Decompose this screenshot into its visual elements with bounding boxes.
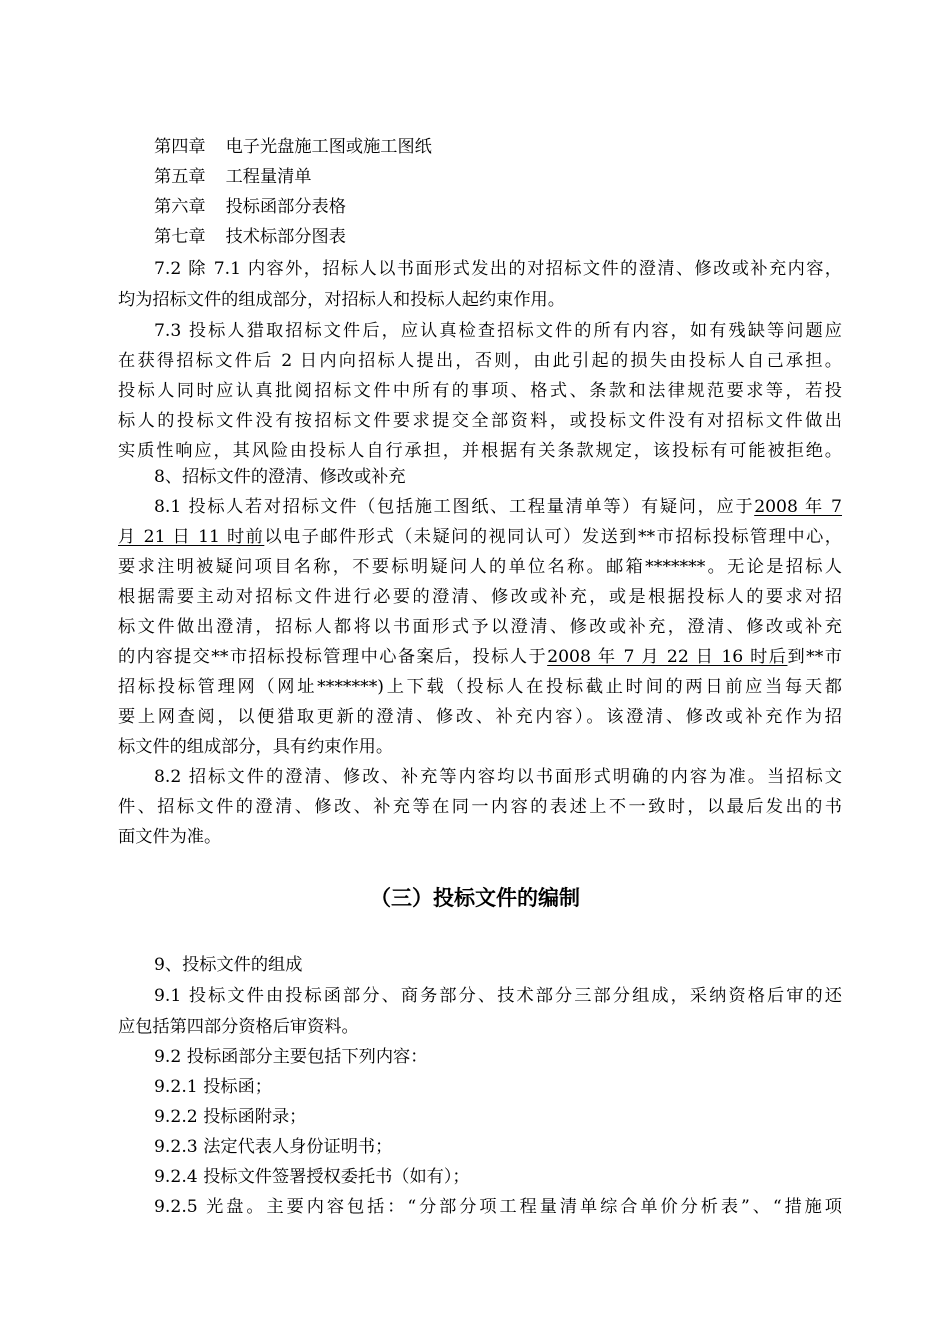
chapter-number: 第五章 — [154, 167, 206, 187]
chapter-title: 投标函部分表格 — [225, 197, 346, 217]
section-8-title: 8、招标文件的澄清、修改或补充 — [154, 467, 406, 487]
text-run: 8.1 投标人若对招标文件（包括施工图纸、工程量清单等）有疑问，应于 — [154, 497, 755, 517]
paragraph-9-1-line: 9.1 投标文件由投标函部分、商务部分、技术部分三部分组成，采纳资格后审的还 — [154, 986, 842, 1006]
paragraph-8-1-line: 根据需要主动对招标文件进行必要的澄清、修改或补充，或是根据投标人的要求对招 — [118, 587, 842, 607]
chapter-number: 第七章 — [154, 227, 206, 247]
paragraph-7-3-line: 标人的投标文件没有按招标文件要求提交全部资料，或投标文件没有对招标文件做出 — [118, 411, 842, 431]
chapter-item — [154, 162, 312, 192]
paragraph-9-1-line: 应包括第四部分资格后审资料。 — [118, 1017, 359, 1037]
paragraph-8-1-line: 标文件的组成部分，具有约束作用。 — [118, 737, 394, 757]
list-item: 9.2.3 法定代表人身份证明书； — [154, 1137, 393, 1157]
paragraph-8-1-line: 招标投标管理网（网址*******)上下载（投标人在投标截止时间的两日前应当每天都 — [118, 677, 842, 697]
text-run: 的内容提交**市招标投标管理中心备案后，投标人于 — [118, 647, 548, 667]
text-run: 以电子邮件形式（未疑问的视同认可）发送到**市招标投标管理中心， — [264, 527, 842, 547]
chapter-number: 第四章 — [154, 137, 206, 157]
paragraph-7-3-line: 投标人同时应认真批阅招标文件中所有的事项、格式、条款和法律规范要求等，若投 — [118, 381, 842, 401]
paragraph-7-3-line: 在获得招标文件后 2 日内向招标人提出，否则，由此引起的损失由投标人自己承担。 — [118, 351, 842, 371]
paragraph-8-1-line: 要上网查阅，以便猎取更新的澄清、修改、补充内容）。该澄清、修改或补充作为招 — [118, 707, 842, 727]
paragraph-8-2-line: 件、招标文件的澄清、修改、补充等在同一内容的表述上不一致时，以最后发出的书 — [118, 797, 842, 817]
chapter-item — [154, 222, 346, 252]
list-item: 9.2.4 投标文件签署授权委托书（如有）； — [154, 1167, 470, 1187]
section-heading: （三）投标文件的编制 — [370, 886, 580, 910]
chapter-title: 工程量清单 — [225, 167, 312, 187]
chapter-title: 技术标部分图表 — [225, 227, 346, 247]
paragraph-8-1-line: 标文件做出澄清，招标人都将以书面形式予以澄清、修改或补充，澄清、修改或补充 — [118, 617, 842, 637]
chapter-number: 第六章 — [154, 197, 206, 217]
paragraph-8-1-line — [154, 492, 842, 522]
list-item: 9.2.2 投标函附录； — [154, 1107, 307, 1127]
text-run: 到**市 — [787, 647, 842, 667]
deadline-date-underlined: 月 21 日 11 时前 — [118, 527, 265, 547]
paragraph-7-3-line: 7.3 投标人猎取招标文件后，应认真检查招标文件的所有内容，如有残缺等问题应 — [154, 321, 842, 341]
paragraph-8-1-line — [118, 522, 842, 552]
paragraph-8-1-line — [118, 642, 842, 672]
paragraph-9-2-5: 9.2.5 光盘。主要内容包括：“分部分项工程量清单综合单价分析表”、“措施项 — [154, 1197, 842, 1217]
section-9-title: 9、投标文件的组成 — [154, 955, 303, 975]
paragraph-9-2: 9.2 投标函部分主要包括下列内容： — [154, 1047, 428, 1067]
paragraph-8-1-line: 要求注明被疑问项目名称，不要标明疑问人的单位名称。邮箱*******。无论是招标人 — [118, 557, 842, 577]
paragraph-8-2-line: 8.2 招标文件的澄清、修改、补充等内容均以书面形式明确的内容为准。当招标文 — [154, 767, 842, 787]
deadline-date-underlined: 2008 年 7 — [754, 497, 842, 517]
paragraph-7-2-line: 7.2 除 7.1 内容外，招标人以书面形式发出的对招标文件的澄清、修改或补充内容， — [154, 259, 842, 279]
list-item: 9.2.1 投标函； — [154, 1077, 272, 1097]
chapter-item — [154, 192, 346, 222]
paragraph-7-2-line: 均为招标文件的组成部分，对招标人和投标人起约束作用。 — [118, 290, 565, 310]
chapter-item — [154, 132, 432, 162]
paragraph-8-2-line: 面文件为准。 — [118, 827, 222, 847]
paragraph-7-3-line: 实质性响应，其风险由投标人自行承担，并根据有关条款规定，该投标有可能被拒绝。 — [118, 441, 842, 461]
chapter-title: 电子光盘施工图或施工图纸 — [225, 137, 432, 157]
download-date-underlined: 2008 年 7 月 22 日 16 时后 — [547, 647, 788, 667]
